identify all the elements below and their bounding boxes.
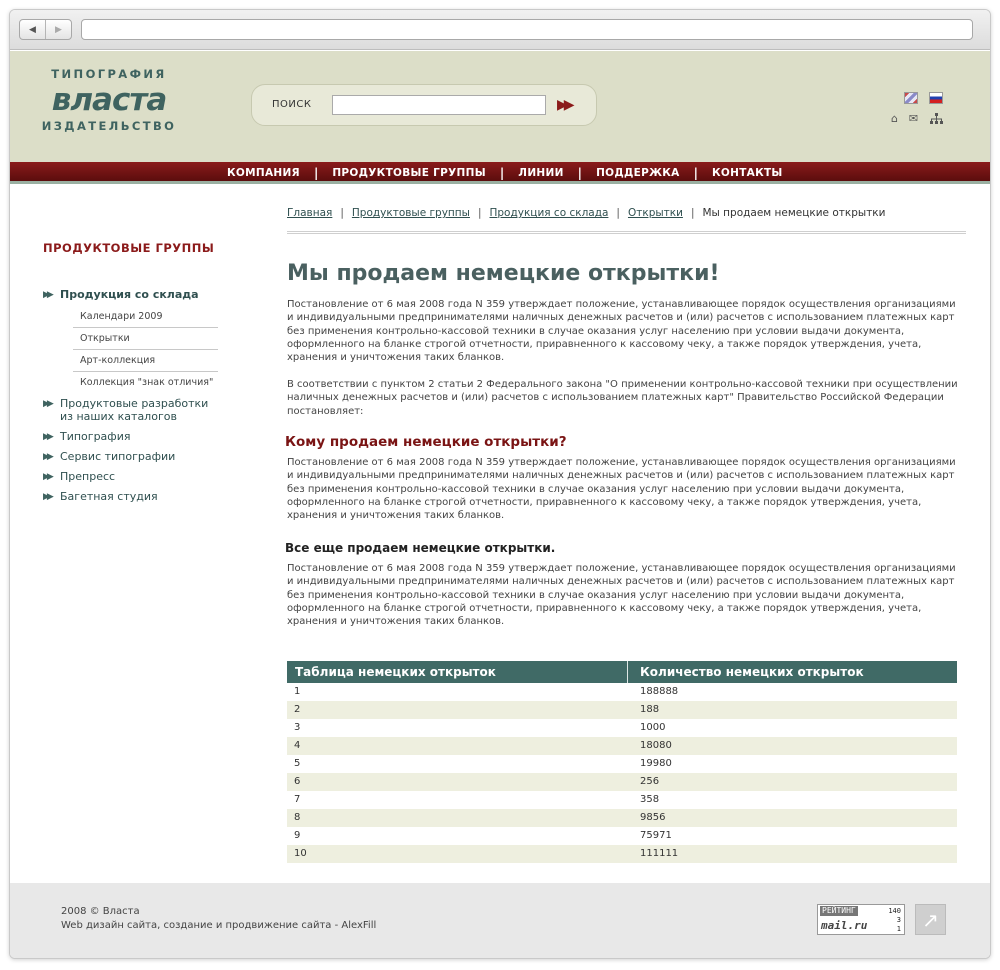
menu-item-lines[interactable]: ЛИНИИ xyxy=(518,167,564,179)
search-submit-button[interactable]: ▶▶ xyxy=(557,97,571,113)
double-arrow-icon: ▶▶ xyxy=(43,452,51,462)
table-cell: 9 xyxy=(294,830,301,841)
sidebar-item-label: Сервис типографии xyxy=(60,450,176,463)
subitem-postcards[interactable]: Открытки xyxy=(73,328,218,350)
table-row xyxy=(287,809,957,827)
logo-top-text: ТИПОГРАФИЯ xyxy=(51,67,167,81)
counter-value: 1 xyxy=(896,925,901,933)
sidebar-item-frame-studio[interactable] xyxy=(43,490,158,504)
table-row xyxy=(287,701,957,719)
sidebar-item-label: Препресс xyxy=(60,470,116,483)
double-arrow-icon: ▶▶ xyxy=(43,492,51,502)
search-input[interactable] xyxy=(332,95,546,115)
back-button[interactable]: ◀ xyxy=(29,24,36,35)
table-cell: 9856 xyxy=(640,812,666,823)
sidebar-item-printing-service[interactable] xyxy=(43,450,175,464)
table-body xyxy=(287,683,957,863)
counter-label: РЕЙТИНГ xyxy=(822,906,856,915)
menu-separator: | xyxy=(693,166,698,180)
menu-item-product-groups[interactable]: ПРОДУКТОВЫЕ ГРУППЫ xyxy=(332,167,486,179)
table-row xyxy=(287,827,957,845)
table-row xyxy=(287,737,957,755)
table-row xyxy=(287,755,957,773)
sidebar-item-label: Продукция со склада xyxy=(60,288,199,301)
menu-item-contacts[interactable]: КОНТАКТЫ xyxy=(712,167,783,179)
menu-separator: | xyxy=(577,166,583,180)
table-row xyxy=(287,773,957,791)
counter-brand: mail.ru xyxy=(821,919,868,932)
table-cell: 5 xyxy=(294,758,301,769)
table-cell: 19980 xyxy=(640,758,672,769)
sidebar-item-prepress[interactable] xyxy=(43,470,115,484)
table-header-cell: Количество немецких открыток xyxy=(640,665,864,679)
main-menu xyxy=(10,162,990,184)
subitem-calendars[interactable]: Календари 2009 xyxy=(73,306,218,328)
menu-separator: | xyxy=(499,166,505,180)
uk-flag-icon[interactable] xyxy=(904,92,918,104)
table-row xyxy=(287,683,957,701)
ru-flag-icon[interactable] xyxy=(929,92,943,104)
table-cell: 256 xyxy=(640,776,660,787)
site-logo[interactable] xyxy=(41,67,177,133)
table-cell: 3 xyxy=(294,722,301,733)
table-cell: 188888 xyxy=(640,686,679,697)
still-paragraph: Постановление от 6 мая 2008 года N 359 утверждает положение, устанавливающее порядок осуществления организациями и индивидуальными предпринимателями наличных денежных расчетов и (или) расчетов с использованием платежных карт без применения контрольно-кассовой техники в случае оказания услуг населению при условии выдачи документа, оформленного на бланке строгой отчетности, приравненного к кассовому чеку, а также порядок утверждения, учета, хранения и уничтожения таких бланков. xyxy=(287,563,956,628)
breadcrumb-divider xyxy=(287,231,966,234)
breadcrumb-separator: | xyxy=(690,207,695,219)
table-cell: 111111 xyxy=(640,848,679,859)
breadcrumb-separator: | xyxy=(340,207,344,219)
table-header xyxy=(287,661,957,683)
counter-value: 140 xyxy=(888,907,901,915)
section-heading-who: Кому продаем немецкие открытки? xyxy=(285,434,567,450)
developer-logo-icon[interactable]: ↗ xyxy=(915,904,946,935)
browser-window xyxy=(9,9,991,959)
nav-buttons xyxy=(19,19,72,40)
double-arrow-icon: ▶▶ xyxy=(43,399,51,409)
table-cell: 6 xyxy=(294,776,301,787)
section-heading-still: Все еще продаем немецкие открытки. xyxy=(285,541,556,555)
table-cell: 18080 xyxy=(640,740,672,751)
page-title: Мы продаем немецкие открытки! xyxy=(287,261,720,286)
breadcrumb-separator: | xyxy=(477,207,482,219)
footer-text xyxy=(61,905,376,933)
sitemap-icon[interactable] xyxy=(930,113,943,124)
breadcrumb-link-product-groups[interactable]: Продуктовые группы xyxy=(351,207,470,219)
law-paragraph: В соответствии с пунктом 2 статьи 2 Федерального закона "О применении контрольно-кассовой техники при осуществлении наличных денежных расчетов и (или) расчетов с использованием платежных карт" Правительство Российской Федерации постановляет: xyxy=(287,379,958,417)
who-paragraph: Постановление от 6 мая 2008 года N 359 утверждает положение, устанавливающее порядок осуществления организациями и индивидуальными предпринимателями наличных денежных расчетов и (или) расчетов с использованием платежных карт без применения контрольно-кассовой техники в случае оказания услуг населению при условии выдачи документа, оформленного на бланке строгой отчетности, приравненного к кассовому чеку, а также порядок утверждения, учета, хранения и уничтожения таких бланков. xyxy=(287,457,956,522)
table-cell: 1 xyxy=(294,686,301,697)
sidebar-title: ПРОДУКТОВЫЕ ГРУППЫ xyxy=(43,241,215,255)
breadcrumb-link-stock-products[interactable]: Продукция со склада xyxy=(489,207,609,219)
sidebar-item-label: Типография xyxy=(60,430,131,443)
logo-bottom-text: ИЗДАТЕЛЬСТВО xyxy=(41,119,177,133)
table-cell: 8 xyxy=(294,812,301,823)
table-row xyxy=(287,845,957,863)
search-box xyxy=(251,84,597,126)
double-arrow-icon: ▶▶ xyxy=(43,472,51,482)
sidebar-item-label: Продуктовые разработки из наших каталогов xyxy=(60,397,209,423)
double-arrow-icon: ▶▶ xyxy=(43,432,51,442)
browser-toolbar xyxy=(10,10,990,50)
table-cell: 358 xyxy=(640,794,660,805)
breadcrumb xyxy=(287,207,885,219)
sidebar-item-label: Багетная студия xyxy=(60,490,158,503)
site-header xyxy=(10,51,990,162)
table-row xyxy=(287,719,957,737)
address-bar[interactable] xyxy=(81,19,973,40)
table-row xyxy=(287,791,957,809)
double-arrow-icon: ▶▶ xyxy=(43,290,51,300)
subitem-badge-collection[interactable]: Коллекция "знак отличия" xyxy=(80,377,214,388)
table-cell: 2 xyxy=(294,704,301,715)
counter-value: 3 xyxy=(896,916,901,924)
site-footer xyxy=(10,883,990,959)
subitem-art-collection[interactable]: Арт-коллекция xyxy=(73,350,218,372)
rating-counter[interactable] xyxy=(817,904,905,935)
table-cell: 10 xyxy=(294,848,307,859)
forward-button[interactable]: ▶ xyxy=(45,20,71,39)
breadcrumb-current: Мы продаем немецкие открытки xyxy=(702,207,886,219)
mail-icon[interactable]: ✉ xyxy=(908,112,919,125)
credits-link[interactable]: Web дизайн сайта, создание и продвижение сайта - AlexFill xyxy=(61,920,377,931)
table-cell: 7 xyxy=(294,794,301,805)
table-cell: 4 xyxy=(294,740,301,751)
sidebar-item-printing[interactable] xyxy=(43,430,130,444)
sidebar-item-catalog-developments[interactable] xyxy=(43,397,213,423)
table-cell: 1000 xyxy=(640,722,666,733)
breadcrumb-link-postcards[interactable]: Открытки xyxy=(627,207,683,219)
search-label: ПОИСК xyxy=(272,99,312,110)
breadcrumb-separator: | xyxy=(616,207,620,219)
intro-paragraph: Постановление от 6 мая 2008 года N 359 утверждает положение, устанавливающее порядок осуществления организациями и индивидуальными предпринимателями наличных денежных расчетов и (или) расчетов с использованием платежных карт без применения контрольно-кассовой техники в случае оказания услуг населению при условии выдачи документа, оформленного на бланке строгой отчетности, приравненного к кассовому чеку, а также порядок утверждения, учета, хранения и уничтожения таких бланков. xyxy=(287,299,956,364)
table-header-cell: Таблица немецких открыток xyxy=(287,661,628,683)
table-cell: 75971 xyxy=(640,830,672,841)
home-icon[interactable]: ⌂ xyxy=(891,112,898,125)
menu-item-company[interactable]: КОМПАНИЯ xyxy=(227,167,300,179)
sidebar-item-stock-products[interactable] xyxy=(43,288,199,302)
menu-separator: | xyxy=(313,166,319,180)
copyright-text: 2008 © Власта xyxy=(61,906,140,917)
menu-item-support[interactable]: ПОДДЕРЖКА xyxy=(596,167,680,179)
breadcrumb-link-home[interactable]: Главная xyxy=(287,207,333,219)
logo-main-text: власта xyxy=(51,82,167,118)
table-cell: 188 xyxy=(640,704,660,715)
postcards-table xyxy=(287,661,957,863)
